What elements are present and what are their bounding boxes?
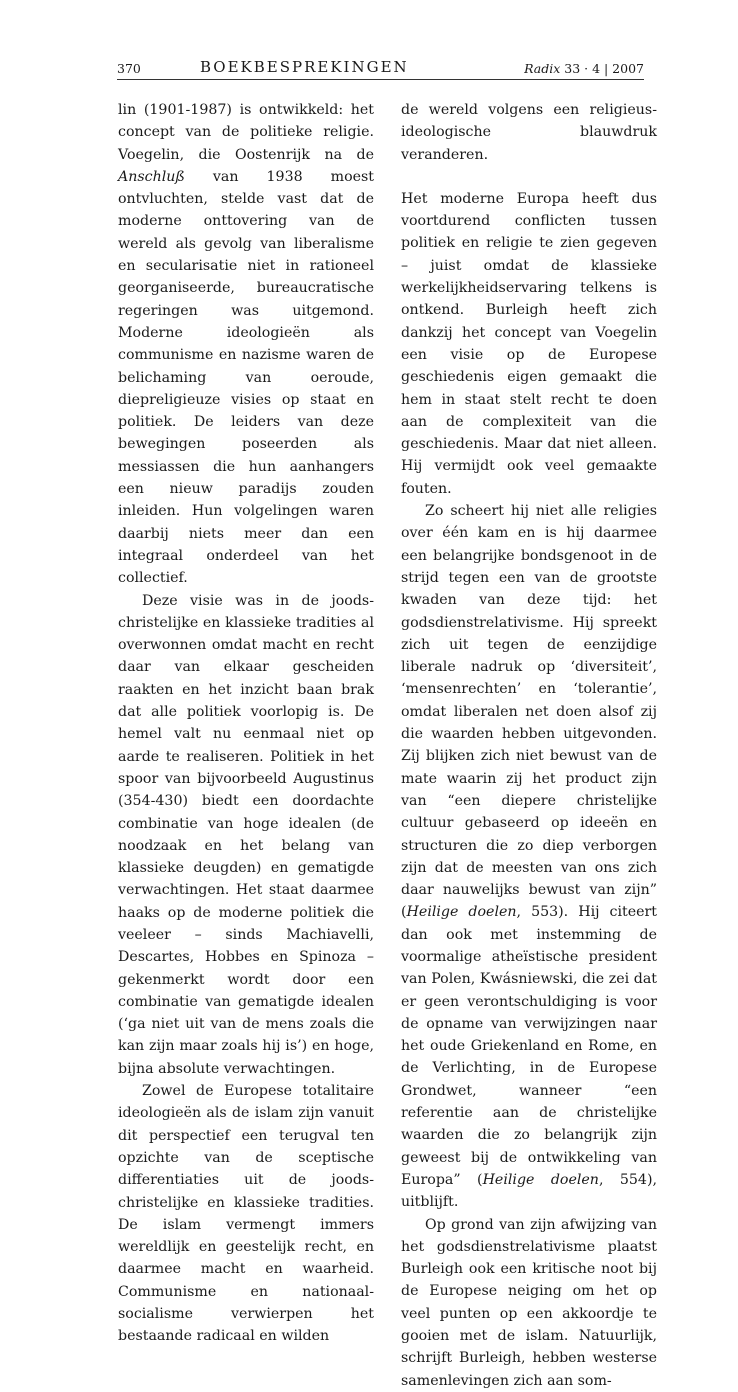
paragraph: Het moderne Europa heeft dus voortdurend conflicten tussen politiek en religie te zien gegeven – juist omdat de klassieke werkelijkheidservaring telkens is ontkend. Burleigh heeft zich dankzij het concept van Voegelin een visie op de Europese geschiedenis eigen gemaakt die hem in staat stelt recht te doen aan de complexiteit van die geschiedenis. Maar dat niet alleen. Hij vermijdt ook veel gemaakte fouten. [401, 190, 657, 497]
book-title: Heilige doelen [406, 904, 517, 921]
paragraph: Deze visie was in de joods-christelijke en klassieke tradities al overwonnen omdat macht en recht daar van elkaar gescheiden raakten en het inzicht baan brak dat alle politiek voorlopig is. De hemel valt nu eenmaal niet op aarde te realiseren. Politiek in het spoor van bijvoorbeeld Augustinus (354-430) biedt een doordachte combinatie van hoge idealen (de noodzaak en het belang van klassieke deugden) en gematigde verwachtingen. Het staat daarmee haaks op de moderne politiek die veeleer – sinds Machiavelli, Descartes, Hobbes en Spinoza – gekenmerkt wordt door een combinatie van gematigde idealen (‘ga niet uit van de mens zoals die kan zijn maar zoals hij is’) en hoge, bijna absolute verwachtingen. [118, 592, 374, 1077]
section-title: BOEKBESPREKINGEN [200, 58, 409, 76]
running-header [117, 57, 644, 80]
book-title: Heilige doelen [482, 1171, 599, 1188]
paragraph [401, 500, 657, 1214]
paragraph [118, 99, 374, 590]
text-run: lin (1901-1987) is ontwikkeld: het concept van de politieke religie. Voegelin, die Oostenrijk na de [118, 102, 374, 163]
paragraph: Op grond van zijn afwijzing van het godsdienstrelativisme plaatst Burleigh ook een kritische noot bij de Europese neiging om het op veel punten op een akkoordje te gooien met de islam. Natuurlijk, schrijft Burleigh, hebben westerse samenlevingen zich aan som- [401, 1216, 657, 1389]
right-column [401, 99, 657, 1392]
left-column [118, 99, 374, 1348]
text-run: , 553). Hij citeert dan ook met instemming de voormalige atheïstische president van Polen, Kwásniewski, die zei dat er geen verontschuldiging is voor de opname van verwijzingen naar het oude Griekenland en Rome, en de Verlichting, in de Europese Grondwet, wanneer “een referentie aan de christelijke waarden die zo belangrijk zijn geweest bij de ontwikkeling van Europa” ( [401, 904, 657, 1188]
italic-term: Anschluß [118, 168, 185, 185]
journal-issue: 33 · 4 | 2007 [564, 61, 644, 76]
journal-reference [524, 61, 644, 76]
page-number: 370 [117, 61, 141, 76]
text-run: , 554), uitblijft. [401, 1171, 657, 1211]
paragraph: Zowel de Europese totalitaire ideologieën als de islam zijn vanuit dit perspectief een terugval ten opzichte van de sceptische differentiaties uit de joods-christelijke en klassieke tradities. De islam vermengt immers wereldlijk en geestelijk recht, en daarmee macht en waarheid. Communisme en nationaal-socialisme verwierpen het bestaande radicaal en wilden [118, 1083, 374, 1345]
text-run: van 1938 moest ontvluchten, stelde vast dat de moderne onttovering van de wereld als gevolg van liberalisme en secularisatie niet in rationeel georganiseerde, bureaucratische regeringen was uitgemond. Moderne ideologieën als communisme en nazisme waren de belichaming van oeroude, diepreligieuze visies op staat en politiek. De leiders van deze bewegingen poseerden als messiassen die hun aanhangers een nieuw paradijs zouden inleiden. Hun volgelingen waren daarbij niets meer dan een integraal onderdeel van het collectief. [118, 168, 374, 587]
text-run: Zo scheert hij niet alle religies over één kam en is hij daarmee een belangrijke bondsgenoot in de strijd tegen een van de grootste kwaden van deze tijd: het godsdienstrelativisme. Hij spreekt zich uit tegen de eenzijdige liberale nadruk op ‘diversiteit’, ‘mensenrechten’ en ‘tolerantie’, omdat liberalen net doen alsof zij die waarden hebben uitgevonden. Zij blijken zich niet bewust van de mate waarin zij het product zijn van “een diepere christelijke cultuur gebaseerd op ideeën en structuren die zo diep verborgen zijn dat de meesten van ons zich daar nauwelijks bewust van zijn” ( [401, 503, 657, 921]
paragraph: de wereld volgens een religieus-ideologische blauwdruk veranderen. [401, 102, 657, 163]
journal-name: Radix [524, 61, 561, 76]
